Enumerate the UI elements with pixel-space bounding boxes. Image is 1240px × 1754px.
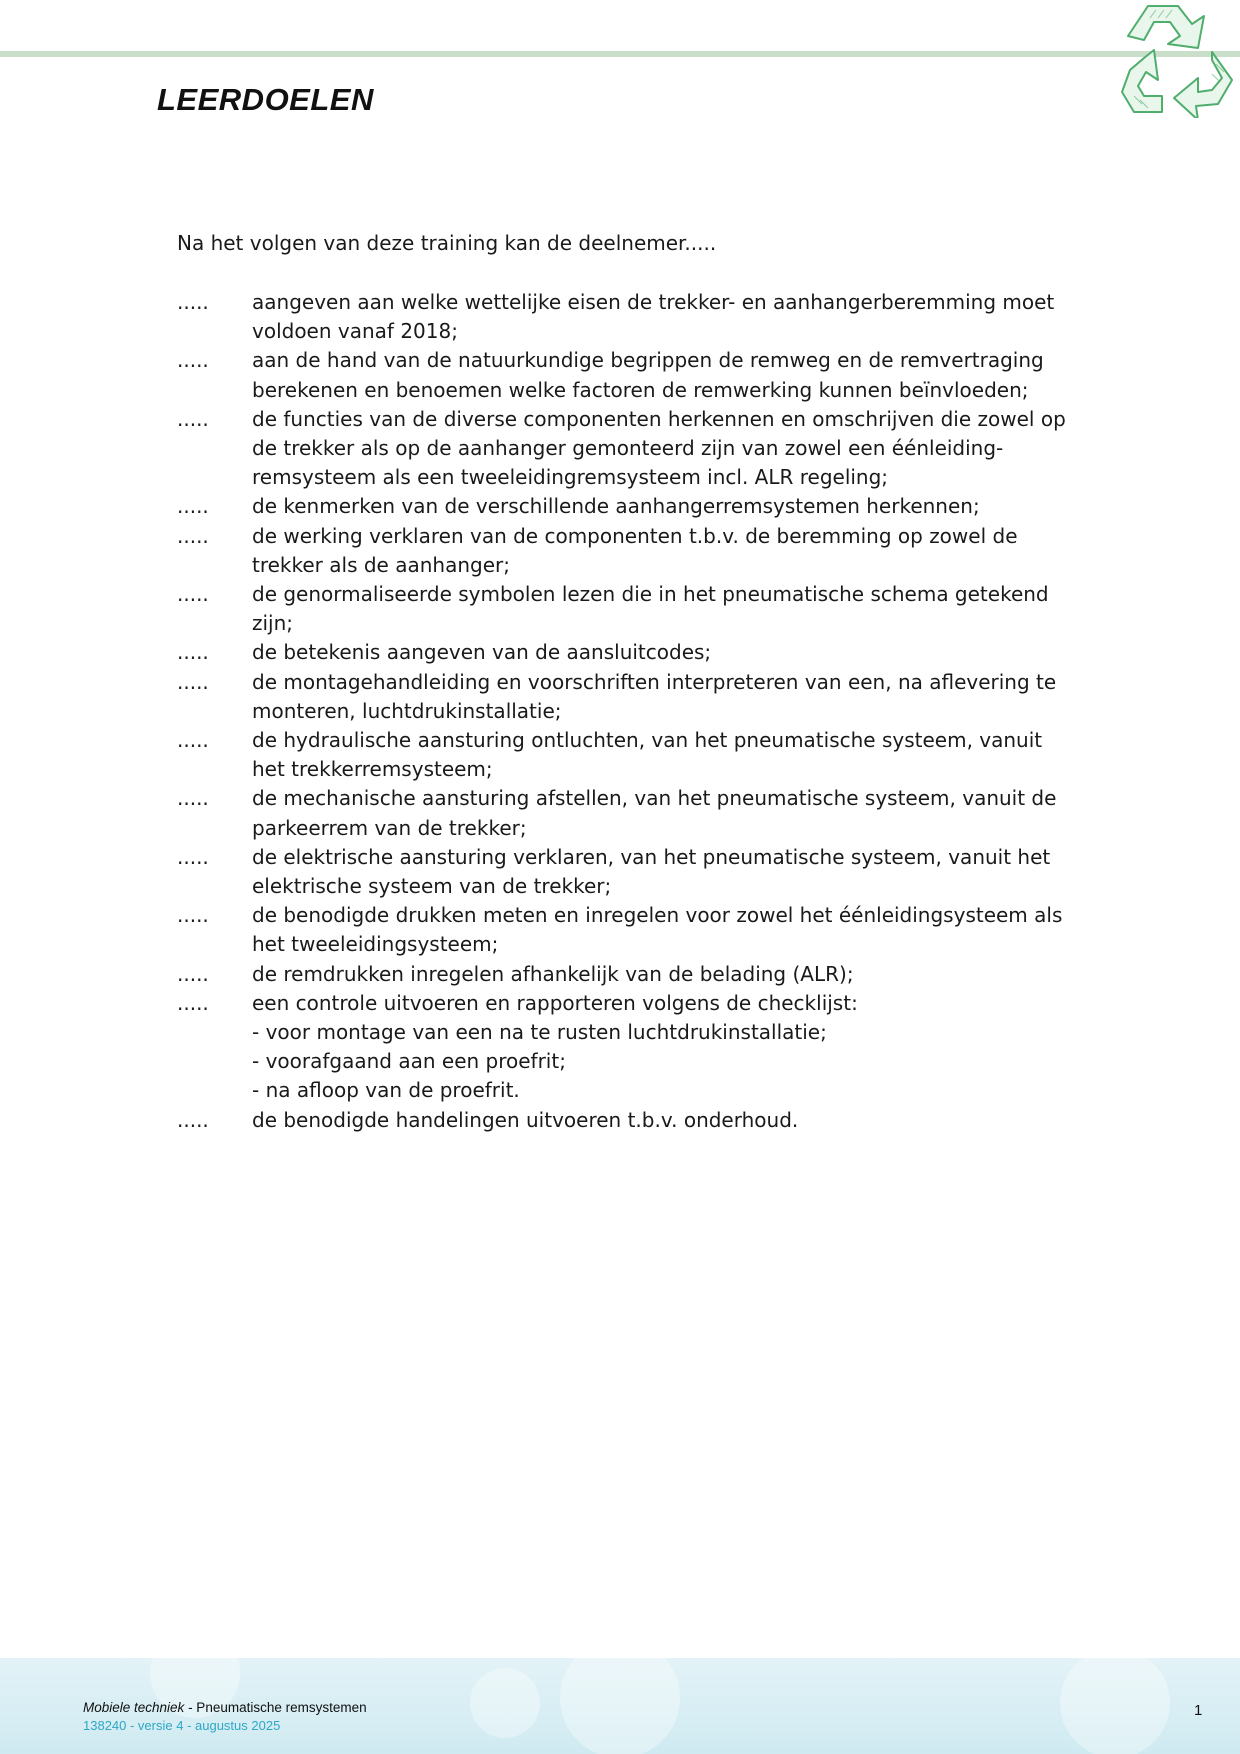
recycle-icon [1100, 0, 1240, 118]
checklist-subitem: - voorafgaand aan een proefrit; [252, 1049, 566, 1074]
objective-item [177, 346, 1077, 404]
objective-text [252, 960, 1077, 989]
objective-main-text: de benodigde drukken meten en inregelen voor zowel het éénleidingsysteem als het tweeleidingsysteem; [252, 903, 1063, 957]
objective-item [177, 405, 1077, 493]
bullet-dots: ..... [177, 669, 209, 694]
bullet-dots: ..... [177, 844, 209, 869]
footer-bubble [560, 1658, 680, 1754]
objectives-list [177, 288, 1077, 1135]
objective-main-text: de functies van de diverse componenten herkennen en omschrijven die zowel op de trekker als op de aanhanger gemonteerd zijn van zowel een éénleiding-remsysteem als een tweeleidingremsysteem incl. ALR regeling; [252, 406, 1066, 490]
checklist-subitem: - na afloop van de proefrit. [252, 1078, 520, 1103]
objective-item [177, 726, 1077, 784]
bullet-dots: ..... [177, 406, 209, 431]
objective-item [177, 668, 1077, 726]
objective-main-text: de genormaliseerde symbolen lezen die in het pneumatische schema getekend zijn; [252, 582, 1049, 636]
objective-text [252, 1106, 1077, 1135]
bullet-dots: ..... [177, 494, 209, 519]
objective-main-text: de werking verklaren van de componenten t.b.v. de beremming op zowel de trekker als de aanhanger; [252, 523, 1018, 577]
footer-bubble [1060, 1658, 1170, 1754]
bullet-dots: ..... [177, 640, 209, 665]
checklist-subitem: - voor montage van een na te rusten luchtdrukinstallatie; [252, 1020, 827, 1045]
objective-item [177, 492, 1077, 521]
objective-item [177, 638, 1077, 667]
objective-main-text: de montagehandleiding en voorschriften interpreteren van een, na aflevering te monteren, luchtdrukinstallatie; [252, 669, 1057, 723]
objective-text [252, 580, 1077, 638]
bullet-dots: ..... [177, 728, 209, 753]
objective-text [252, 726, 1077, 784]
bullet-dots: ..... [177, 523, 209, 548]
objective-text [252, 522, 1077, 580]
page-title: LEERDOELEN [157, 82, 374, 117]
objective-main-text: aangeven aan welke wettelijke eisen de trekker- en aanhangerberemming moet voldoen vanaf 2018; [252, 290, 1055, 344]
bullet-dots: ..... [177, 290, 209, 314]
objective-main-text: een controle uitvoeren en rapporteren volgens de checklijst: [252, 990, 858, 1015]
objective-text [252, 843, 1077, 901]
header-rule [0, 51, 1240, 57]
footer-course: Mobiele techniek [83, 1700, 185, 1715]
objective-text [252, 784, 1077, 842]
objective-main-text: de remdrukken inregelen afhankelijk van de belading (ALR); [252, 961, 854, 986]
objective-text [252, 405, 1077, 493]
objective-item [177, 989, 1077, 1106]
objective-item [177, 288, 1077, 346]
intro-text: Na het volgen van deze training kan de deelnemer..... [177, 231, 717, 255]
objective-main-text: de kenmerken van de verschillende aanhangerremsystemen herkennen; [252, 494, 980, 519]
objective-text [252, 668, 1077, 726]
objective-item [177, 843, 1077, 901]
bullet-dots: ..... [177, 990, 209, 1015]
page-number: 1 [1194, 1702, 1203, 1719]
bullet-dots: ..... [177, 1107, 209, 1132]
bullet-dots: ..... [177, 786, 209, 811]
bullet-dots: ..... [177, 348, 209, 373]
objective-text [252, 346, 1077, 404]
objective-text [252, 638, 1077, 667]
footer-meta: 138240 - versie 4 - augustus 2025 [83, 1718, 281, 1733]
objective-main-text: de betekenis aangeven van de aansluitcodes; [252, 640, 712, 665]
objective-item [177, 522, 1077, 580]
objective-text [252, 901, 1077, 959]
footer-bubble [470, 1668, 540, 1738]
objective-item [177, 1106, 1077, 1135]
footer [0, 1658, 1240, 1754]
objective-item [177, 580, 1077, 638]
objective-item [177, 901, 1077, 959]
objective-text [252, 989, 1077, 1106]
objective-main-text: de elektrische aansturing verklaren, van het pneumatische systeem, vanuit het elektrische systeem van de trekker; [252, 844, 1051, 899]
objective-text [252, 288, 1077, 346]
objective-text [252, 492, 1077, 521]
objective-main-text: de benodigde handelingen uitvoeren t.b.v. onderhoud. [252, 1107, 799, 1132]
objective-main-text: aan de hand van de natuurkundige begrippen de remweg en de remvertraging berekenen en benoemen welke factoren de remwerking kunnen beïnvloeden; [252, 348, 1044, 402]
objective-item [177, 960, 1077, 989]
bullet-dots: ..... [177, 582, 209, 607]
bullet-dots: ..... [177, 961, 209, 986]
footer-course-title [83, 1700, 367, 1715]
footer-subject: - Pneumatische remsystemen [184, 1700, 367, 1715]
objective-main-text: de hydraulische aansturing ontluchten, van het pneumatische systeem, vanuit het trekkerremsysteem; [252, 728, 1043, 782]
objective-main-text: de mechanische aansturing afstellen, van het pneumatische systeem, vanuit de parkeerrem van de trekker; [252, 786, 1057, 840]
objective-item [177, 784, 1077, 842]
bullet-dots: ..... [177, 903, 209, 928]
